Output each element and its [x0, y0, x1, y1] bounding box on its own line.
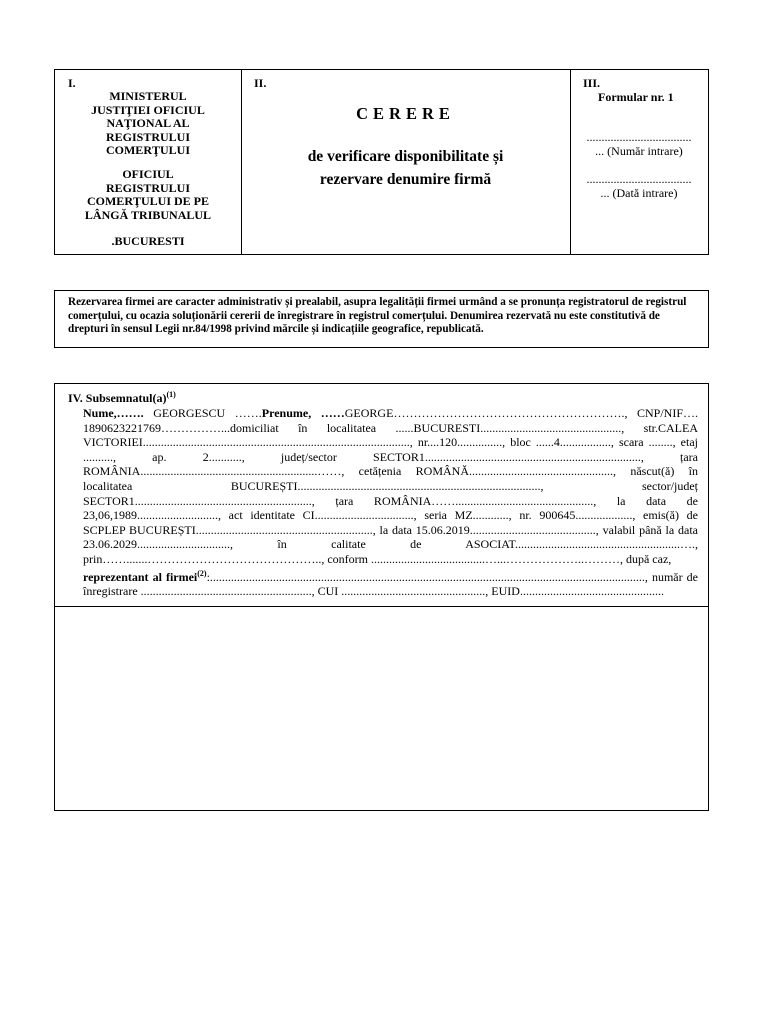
title-column [241, 70, 571, 254]
section-number-i: I. [68, 76, 76, 90]
applicant-details-text[interactable]: …………………………………………………., CNP/NIF…. 1890623221769……………...domiciliat în localitatea ......BUCURESTI..............................................., str.CALEA VICTORIEI........................................................................................., nr....120..............., bloc ......4................., scara ........, etaj .........., ap. 2..........., județ/sector SECTOR1........................................................................, țara ROMÂNIA...........................................................……, cetățenia ROMÂNĂ................................................, născut(ă) în localitatea BUCUREȘTI................................................................................., sector/județ SECTOR1..........................................................., țara ROMÂNIA…….............................................., la data de 23,06,1989..........................., act identitate CI................................., seria MZ............, nr. 900645..................., emis(ă) de SCPLEP BUCUREȘTI..........................................................., la data 15.06.2019.........................................., valabil până la data 23.06.2029..............................., în calitate de ASOCIAT.......................................................…., prin…….......…………………………………….., conform ......................................…...………………..………, după caz, [83, 406, 698, 566]
office-name: OFICIUL REGISTRULUI COMERŢULUI DE PE LÂNGĂ TRIBUNALUL [84, 167, 212, 222]
representative-label: reprezentant al firmei$^{(2)}$ [83, 568, 207, 584]
representative-details-text[interactable]: :................................................................................................................................................., număr de înregistrare ........................................................., CUI ................................................, EUID................................................ [83, 569, 698, 599]
prenume-value[interactable]: GEORGE [344, 406, 394, 420]
entry-number-field[interactable]: ................................... ... (Număr intrare) [586, 130, 692, 158]
disclaimer-note: Rezervarea firmei are caracter administrativ și prealabil, asupra legalității firmei urmând a se pronunța registratorul de registrul comerțului, cu ocazia soluționării cererii de înregistrare în registrul comerțului. Denumirea rezervată nu este constitutivă de drepturi în sensul Legii nr.84/1998 privind mărcile și indicațiile geografice, republicată. [54, 290, 709, 348]
section-number-iii: III. [583, 76, 601, 90]
ministry-name: MINISTERUL JUSTIŢIEI OFICIUL NAŢIONAL AL REGISTRULUI COMERŢULUI [91, 89, 205, 157]
office-city: .BUCURESTI [111, 234, 185, 248]
prenume-label: Prenume, …… [261, 406, 345, 420]
applicant-text [83, 406, 698, 599]
form-number: Formular nr. 1 [598, 90, 674, 104]
document-subtitle: de verificare disponibilitate și rezervare denumire firmă [307, 148, 504, 188]
applicant-section [54, 383, 709, 811]
section-number-ii: II. [254, 76, 267, 90]
document-title: CERERE [356, 104, 455, 123]
nume-label: Nume,……. [83, 406, 144, 420]
section-iv-heading: IV. $Subsemnatul(a)^{(1)}$ [68, 390, 176, 405]
registration-column [570, 70, 708, 254]
issuer-column [55, 70, 242, 254]
empty-area [55, 608, 708, 810]
applicant-details [55, 384, 708, 607]
entry-date-field[interactable]: ................................... ... (Dată intrare) [586, 172, 692, 200]
nume-value[interactable]: GEORGESCU ……. [143, 406, 262, 420]
header-table [54, 69, 709, 255]
